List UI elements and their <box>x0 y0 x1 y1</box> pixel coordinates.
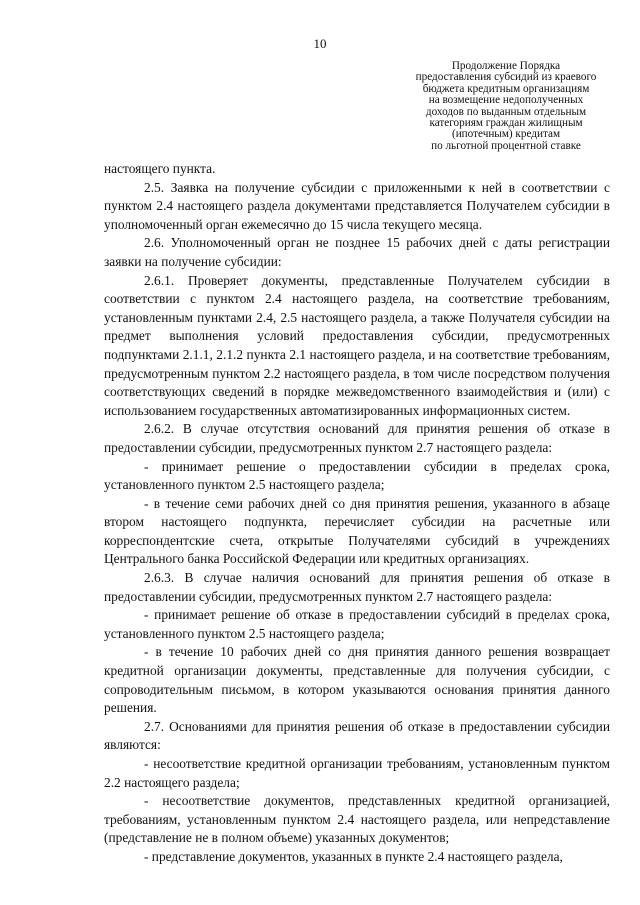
paragraph: 2.7. Основаниями для принятия решения об отказе в предоставлении субсидии являются: <box>104 718 610 753</box>
header-note <box>392 61 620 152</box>
paragraph: 2.6.1. Проверяет документы, представленные Получателем субсидии в соответствии с пунктом 2.4 настоящего раздела, на соответствие требованиям, установленным пунктами 2.4, 2.5 настоящего раздела, а также Получателя субсидии на предмет выполнения условий предоставления субсидии, предусмотренных подпунктами 2.1.1, 2.1.2 пункта 2.1 настоящего раздела, и на соответствие требованиям, предусмотренным пунктом 2.2 настоящего раздела, в том числе посредством получения соответствующих сведений в порядке межведомственного взаимодействия и (или) с использованием государственных автоматизированных информационных систем. <box>104 272 610 418</box>
paragraph: 2.6.3. В случае наличия оснований для принятия решения об отказе в предоставлении субсидии, предусмотренных пунктом 2.7 настоящего раздела: <box>104 570 610 604</box>
paragraph: - представление документов, указанных в пункте 2.4 настоящего раздела, <box>144 848 563 864</box>
paragraph: - в течение 10 рабочих дней со дня принятия данного решения возвращает кредитной организации документы, представленные для получения субсидии, с сопроводительным письмом, в котором указываются основания принятия данного решения. <box>104 644 610 716</box>
header-note-line: категориям граждан жилищным <box>429 117 583 130</box>
paragraph: - несоответствие документов, представленных кредитной организацией, требованиям, установленным пунктом 2.4 настоящего раздела, или непредставление (представление не в полном объеме) указанных документов; <box>104 793 610 846</box>
header-note-line: Продолжение Порядка <box>451 60 561 72</box>
paragraph: - принимает решение о предоставлении субсидии в пределах срока, установленного пунктом 2.5 настоящего раздела; <box>104 458 610 493</box>
body-text <box>104 160 610 867</box>
paragraph: - несоответствие кредитной организации требованиям, установленным пунктом 2.2 настоящего раздела; <box>104 756 610 790</box>
paragraph: настоящего пункта. <box>104 161 216 176</box>
page-number: 10 <box>313 36 327 51</box>
paragraph: 2.6. Уполномоченный орган не позднее 15 рабочих дней с даты регистрации заявки на получение субсидии: <box>104 235 610 269</box>
paragraph: 2.6.2. В случае отсутствия оснований для принятия решения об отказе в предоставлении субсидии, предусмотренных пунктом 2.7 настоящего раздела: <box>104 421 610 455</box>
header-note-line: по льготной процентной ставке <box>431 139 581 152</box>
paragraph: 2.5. Заявка на получение субсидии с приложенными к ней в соответствии с пунктом 2.4 настоящего раздела документами представляется Получателем субсидии в уполномоченный орган ежемесячно до 15 числа текущего месяца. <box>104 179 610 232</box>
header-note-line: на возмещение недополученных <box>428 94 584 107</box>
header-note-line: бюджета кредитным организациям <box>422 82 590 95</box>
header-note-line: доходов по выданным отдельным <box>425 105 587 118</box>
header-note-line: предоставления субсидий из краевого <box>415 71 597 84</box>
paragraph: - в течение семи рабочих дней со дня принятия решения, указанного в абзаце втором настоящего подпункта, перечисляет субсидии на расчетные или корреспондентские счета, открытые Получателями субсидий в учреждениях Центрального банка Российской Федерации или кредитных организациях. <box>104 495 610 567</box>
header-note-line: (ипотечным) кредитам <box>451 128 561 141</box>
paragraph: - принимает решение об отказе в предоставлении субсидий в пределах срока, установленного пунктом 2.5 настоящего раздела; <box>104 607 610 641</box>
